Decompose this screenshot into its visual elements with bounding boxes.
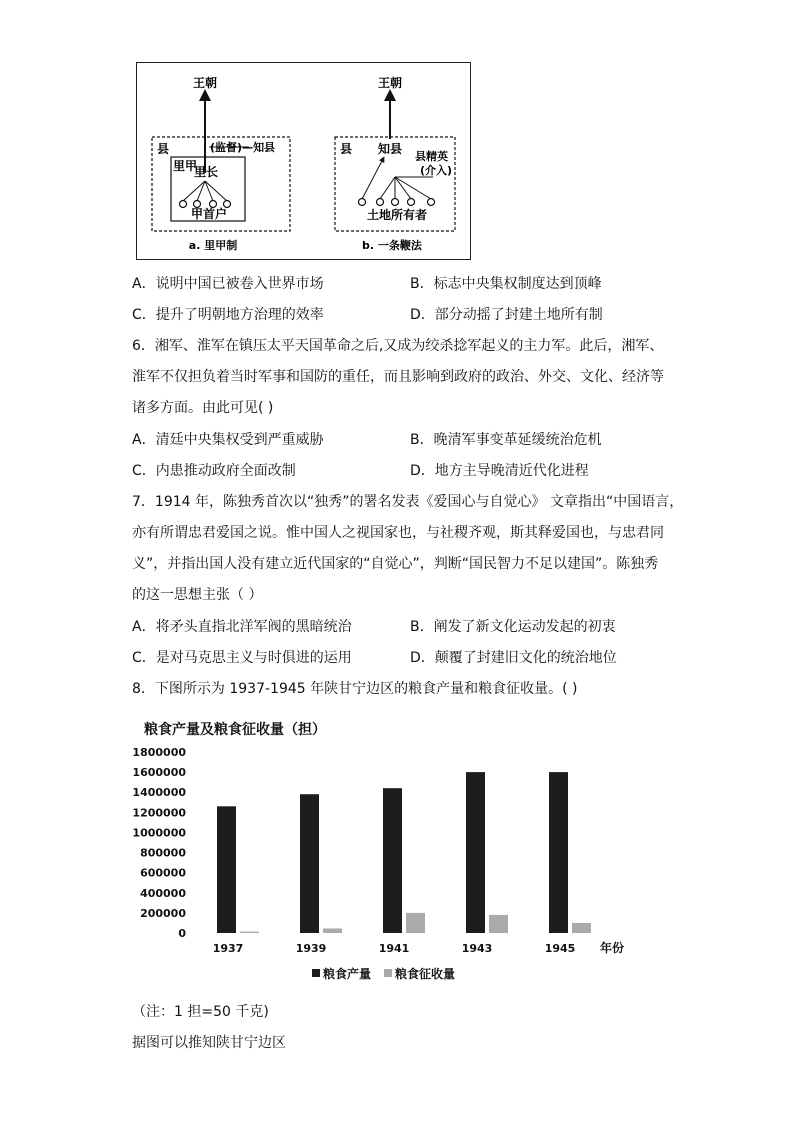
y-tick-label: 1600000 — [132, 766, 186, 780]
bar-collection — [240, 932, 259, 933]
q7-option-c[interactable]: C．是对马克思主义与时俱进的运用 — [132, 650, 352, 666]
q7-option-a[interactable]: A．将矛头直指北洋军阀的黑暗统治 — [132, 619, 352, 635]
right-magistrate-label: 知县 — [377, 142, 403, 156]
left-top-label: 王朝 — [192, 76, 218, 90]
right-county-label: 县 — [340, 142, 353, 156]
chart-title: 粮食产量及粮食征收量（担） — [144, 722, 326, 738]
bar-production — [217, 806, 236, 933]
left-caption: a. 里甲制 — [188, 239, 238, 252]
grain-chart-svg — [130, 712, 630, 990]
y-tick-label: 0 — [178, 927, 186, 940]
y-tick-label: 1800000 — [132, 746, 186, 759]
q5-option-a[interactable]: A．说明中国已被卷入世界市场 — [132, 276, 324, 292]
y-tick-label: 600000 — [140, 866, 186, 880]
elite-label-1: 县精英 — [415, 150, 448, 163]
left-supervise-label: (监督)—知县 — [210, 141, 276, 154]
q8-note: （注：1 担=50 千克) — [132, 1004, 269, 1020]
q6-option-d[interactable]: D．地方主导晚清近代化进程 — [410, 463, 589, 479]
legend-label: 粮食征收量 — [395, 967, 456, 981]
y-tick-label: 1400000 — [132, 786, 186, 800]
jiashou-label: 甲首户 — [190, 207, 228, 221]
bar-production — [466, 772, 485, 933]
x-tick-label: 1945 — [544, 942, 576, 955]
legend-label: 粮食产量 — [323, 967, 372, 981]
y-tick-label: 1000000 — [132, 826, 186, 840]
landowner-node — [377, 199, 384, 206]
bar-production — [383, 788, 402, 933]
q7-option-b[interactable]: B．阐发了新文化运动发起的初衷 — [410, 619, 616, 635]
landowner-node — [392, 199, 399, 206]
q7-option-d[interactable]: D．颠覆了封建旧文化的统治地位 — [410, 650, 617, 666]
landowner-node — [359, 199, 366, 206]
left-county-label: 县 — [157, 142, 170, 156]
y-tick-label: 200000 — [140, 906, 186, 920]
x-tick-label: 1939 — [295, 942, 327, 955]
q7-stem-line4: 的这一思想主张（ ） — [132, 587, 263, 603]
q6-stem-line3: 诸多方面。由此可见( ) — [132, 400, 274, 416]
q6-option-a[interactable]: A．清廷中央集权受到严重威胁 — [132, 432, 324, 448]
q7-stem-line1: 7．1914 年，陈独秀首次以“独秀”的署名发表《爱国心与自觉心》 文章指出“中国语言， — [132, 494, 684, 510]
x-axis-label: 年份 — [600, 941, 625, 955]
q5-option-c[interactable]: C．提升了明朝地方治理的效率 — [132, 307, 324, 323]
household-node — [180, 201, 187, 208]
elite-label-2: (介入) — [420, 164, 453, 177]
bar-production — [549, 772, 568, 933]
lijia-label: 里甲 — [173, 159, 198, 173]
landowner-node — [428, 199, 435, 206]
x-tick-label: 1943 — [461, 942, 493, 955]
bar-collection — [489, 915, 508, 933]
bar-collection — [572, 923, 591, 933]
q6-option-b[interactable]: B．晚清军事变革延缓统治危机 — [410, 432, 602, 448]
q5-option-d[interactable]: D．部分动摇了封建土地所有制 — [410, 307, 603, 323]
y-tick-label: 400000 — [140, 886, 186, 900]
right-top-label: 王朝 — [377, 76, 403, 90]
right-caption: b. 一条鞭法 — [362, 239, 422, 252]
q8-stem-line1: 8．下图所示为 1937-1945 年陕甘宁边区的粮食产量和粮食征收量。( ) — [132, 681, 578, 697]
q6-option-c[interactable]: C．内患推动政府全面改制 — [132, 463, 296, 479]
x-tick-label: 1941 — [378, 942, 410, 955]
landowners-label: 土地所有者 — [366, 208, 428, 222]
bar-collection — [323, 928, 342, 933]
q5-option-b[interactable]: B．标志中央集权制度达到顶峰 — [410, 276, 602, 292]
q6-stem-line2: 淮军不仅担负着当时军事和国防的重任，而且影响到政府的政治、外交、文化、经济等 — [132, 369, 664, 385]
y-tick-label: 1200000 — [132, 806, 186, 820]
bar-collection — [406, 913, 425, 933]
legend-swatch — [384, 969, 392, 977]
x-tick-label: 1937 — [212, 942, 244, 955]
landowner-node — [408, 199, 415, 206]
q7-stem-line3: 义”，并指出国人没有建立近代国家的“自觉心”，判断“国民智力不足以建国”。陈独秀 — [132, 556, 659, 572]
q6-stem-line1: 6．湘军、淮军在镇压太平天国革命之后,又成为绞杀捻军起义的主力军。此后，湘军、 — [132, 338, 664, 354]
grain-chart — [130, 712, 630, 990]
bar-production — [300, 794, 319, 933]
diagram-frame — [136, 62, 471, 260]
y-tick-label: 800000 — [140, 846, 186, 860]
lizhang-label: 里长 — [194, 165, 219, 179]
legend-swatch — [312, 969, 320, 977]
q8-tail: 据图可以推知陕甘宁边区 — [132, 1035, 286, 1051]
governance-diagram — [137, 63, 472, 261]
q7-stem-line2: 亦有所谓忠君爱国之说。惟中国人之视国家也，与社稷齐观，斯其释爱国也，与忠君同 — [132, 525, 664, 541]
